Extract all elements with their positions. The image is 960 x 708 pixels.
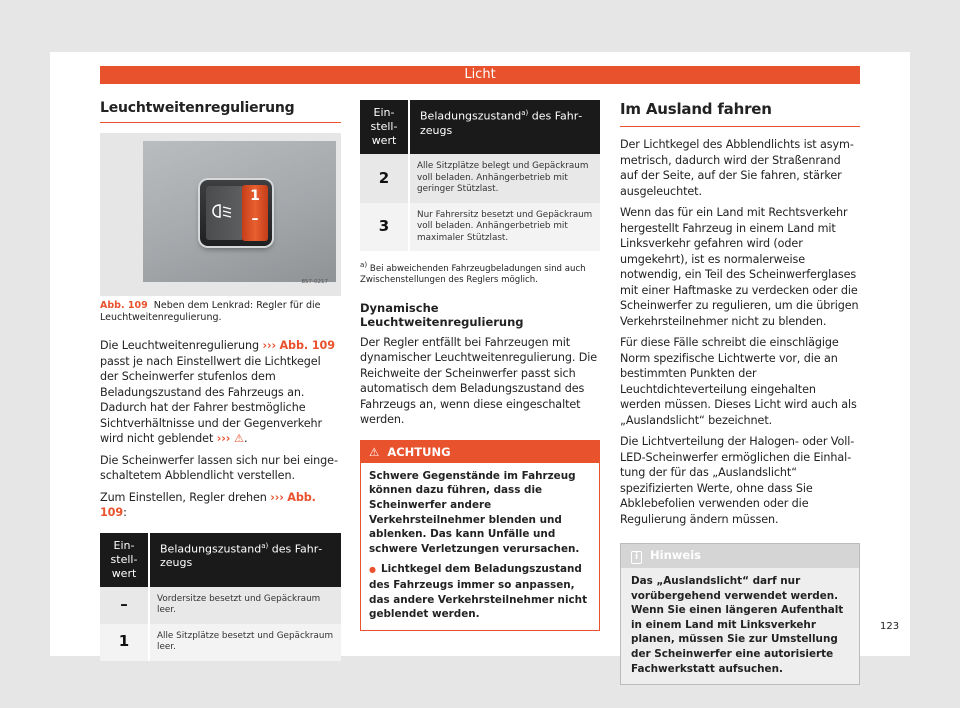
header-text: Beladungszustand [160,542,262,556]
text: : [123,506,127,519]
range-regulator-wheel [242,185,268,241]
paragraph [100,338,341,447]
figure-caption [100,300,341,324]
setting-value: 1 [100,624,149,661]
paragraph: Die Lichtverteilung der Halogen- oder Voll-LED-Scheinwerfer ermöglichen die Einhaltung der für das „Auslandslicht“ spezifizierten Werte, ohne dass Sie Abklebefolien verwenden oder die Regulierung ändern müssen. [620,435,855,526]
chapter-header [100,66,860,84]
paragraph: Der Lichtkegel des Abblendlichts ist asymmetrisch, dadurch wird der Straßenrand auf der Seite, auf der Sie fahren, stärker ausgeleuchtet. [620,138,854,198]
load-description: Vordersitze besetzt und Gepäckraum leer. [149,587,341,624]
settings-table [360,100,600,251]
header-text: des Fahrzeugs [420,109,583,137]
warning-title: ACHTUNG [387,444,451,459]
setting-value: 2 [360,154,409,203]
text: passt je nach Einstellwert die Lichtkegel der Scheinwerfer stufenlos dem Beladungszustand des Fahrzeugs an. Dadurch hat der Fahrer bestmögliche Sichtverhältnisse und der Gegenverkehr wird nicht geblendet [100,354,323,445]
header-setting [100,533,149,587]
hint-body: Das „Auslandslicht“ darf nur vorübergehend verwendet werden. Wenn Sie einen längeren Aufenthalt in einem Land mit Linksverkehr planen, müssen Sie zur Umstellung der Scheinwerfer eine autorisierte Fachwerkstatt aufsuchen. [621,568,859,684]
paragraph: Die Scheinwerfer lassen sich nur bei eingeschaltetem Abblendlicht verstellen. [100,453,338,482]
header-text: Beladungszustand [420,109,522,123]
headlight-range-icon [211,202,233,220]
page-number: 123 [880,621,900,632]
warning-body [361,463,599,630]
hint-title: Hinweis [650,548,701,562]
column-left [100,100,341,661]
table-header [100,533,341,587]
dashboard-photo [143,141,336,285]
warning-list-item [369,562,591,621]
warning-ref-icon[interactable]: ››› ⚠ [216,432,244,445]
warning-text: Schwere Gegenstände im Fahrzeug können dazu führen, dass die Scheinwerfer andere Verkehrsteilnehmer blenden und ablenken. Das kann Unfälle und schwere Verletzungen verursachen. [369,469,580,555]
chapter-title: Licht [464,67,496,82]
ref-arrows: ››› [262,339,277,352]
footnote-mark: a) [261,541,269,550]
column-right [620,100,860,685]
table-row [100,587,341,624]
paragraph: Der Regler entfällt bei Fahrzeugen mit dynamischer Leuchtweitenregulierung. Die Reichweite der Scheinwerfer passt sich automatisch dem Beladungszustand des Fahrzeugs an, wenn diese eingeschaltet werden. [360,335,598,427]
header-load [409,100,600,154]
hint-box [620,543,860,685]
setting-value: – [100,587,149,624]
section-title: Im Ausland fahren [620,100,860,127]
figure-box [100,133,341,296]
text: Zum Einstellen, Regler drehen [100,490,267,504]
figure-link[interactable]: Abb. 109 [279,339,335,352]
footnote-text: Bei abweichenden Fahrzeugbeladungen sind auch Zwischenstellungen des Reglers möglich. [360,263,586,286]
caption-text: Neben dem Lenkrad: Regler für die Leuchtweitenregulierung. [100,300,321,323]
setting-value: 3 [360,203,409,252]
warning-item-text: Lichtkegel dem Beladungszustand des Fahrzeugs immer so anpassen, das andere Verkehrsteilnehmer nicht geblendet werden. [369,563,588,621]
figure-code: 857-0217 [301,279,328,285]
warning-header [361,441,599,463]
settings-table [100,533,341,661]
knob-label-one: 1 [250,188,260,204]
knob-label-minus: – [251,211,259,227]
info-icon: i [631,551,642,564]
text: . [243,432,248,445]
table-header [360,100,600,154]
table-row [360,154,600,203]
footnote [360,259,600,287]
column-middle [360,100,600,631]
figure-link[interactable]: Abb. 109 [100,490,316,519]
header-text: Ein-stell-wert [370,106,398,147]
load-description: Nur Fahrersitz besetzt und Gepäckraum voll beladen. Anhängerbetrieb mit maximaler Stützlast. [409,203,600,252]
figure-ref: Abb. 109 [100,300,148,311]
load-description: Alle Sitzplätze besetzt und Gepäckraum leer. [149,624,341,661]
paragraph: Wenn das für ein Land mit Rechtsverkehr hergestellt Fahrzeug in einem Land mit Linksverkehr gefahren wird (oder umgekehrt), ist es normalerweise notwendig, ein Teil des Scheinwerferglases mit einer Haftmaske zu verdecken oder die Scheinwerfer zu regulieren, um die übrigen Verkehrsteilnehmer nicht zu blenden. [620,206,859,328]
header-text: Ein-stell-wert [110,538,138,580]
footnote-mark: a) [521,109,529,117]
table-row [100,624,341,661]
ref-arrows: ››› [270,490,284,504]
footnote-mark: a) [360,260,368,269]
warning-box [360,440,600,631]
header-text: des Fahrzeugs [160,542,323,570]
hint-header [621,544,859,568]
paragraph [100,490,341,521]
warning-icon: ⚠ [369,444,380,459]
text: Die Leuchtweitenregulierung [100,339,260,352]
header-load [149,533,341,587]
paragraph: Für diese Fälle schreibt die einschlägige Norm spezifische Lichtwerte vor, die an bestimmten Punkten der Leuchtdichteverteilung eingehalten werden müssen. Dieses Licht wird auch als „Auslandslicht“ bezeichnet. [620,336,857,427]
header-setting [360,100,409,154]
subsection-title: Dynamische Leuchtweitenregulierung [360,300,524,329]
load-description: Alle Sitzplätze belegt und Gepäckraum voll beladen. Anhängerbetrieb mit geringer Stützlast. [409,154,600,203]
table-row [360,203,600,252]
section-title: Leuchtweitenregulierung [100,100,341,123]
